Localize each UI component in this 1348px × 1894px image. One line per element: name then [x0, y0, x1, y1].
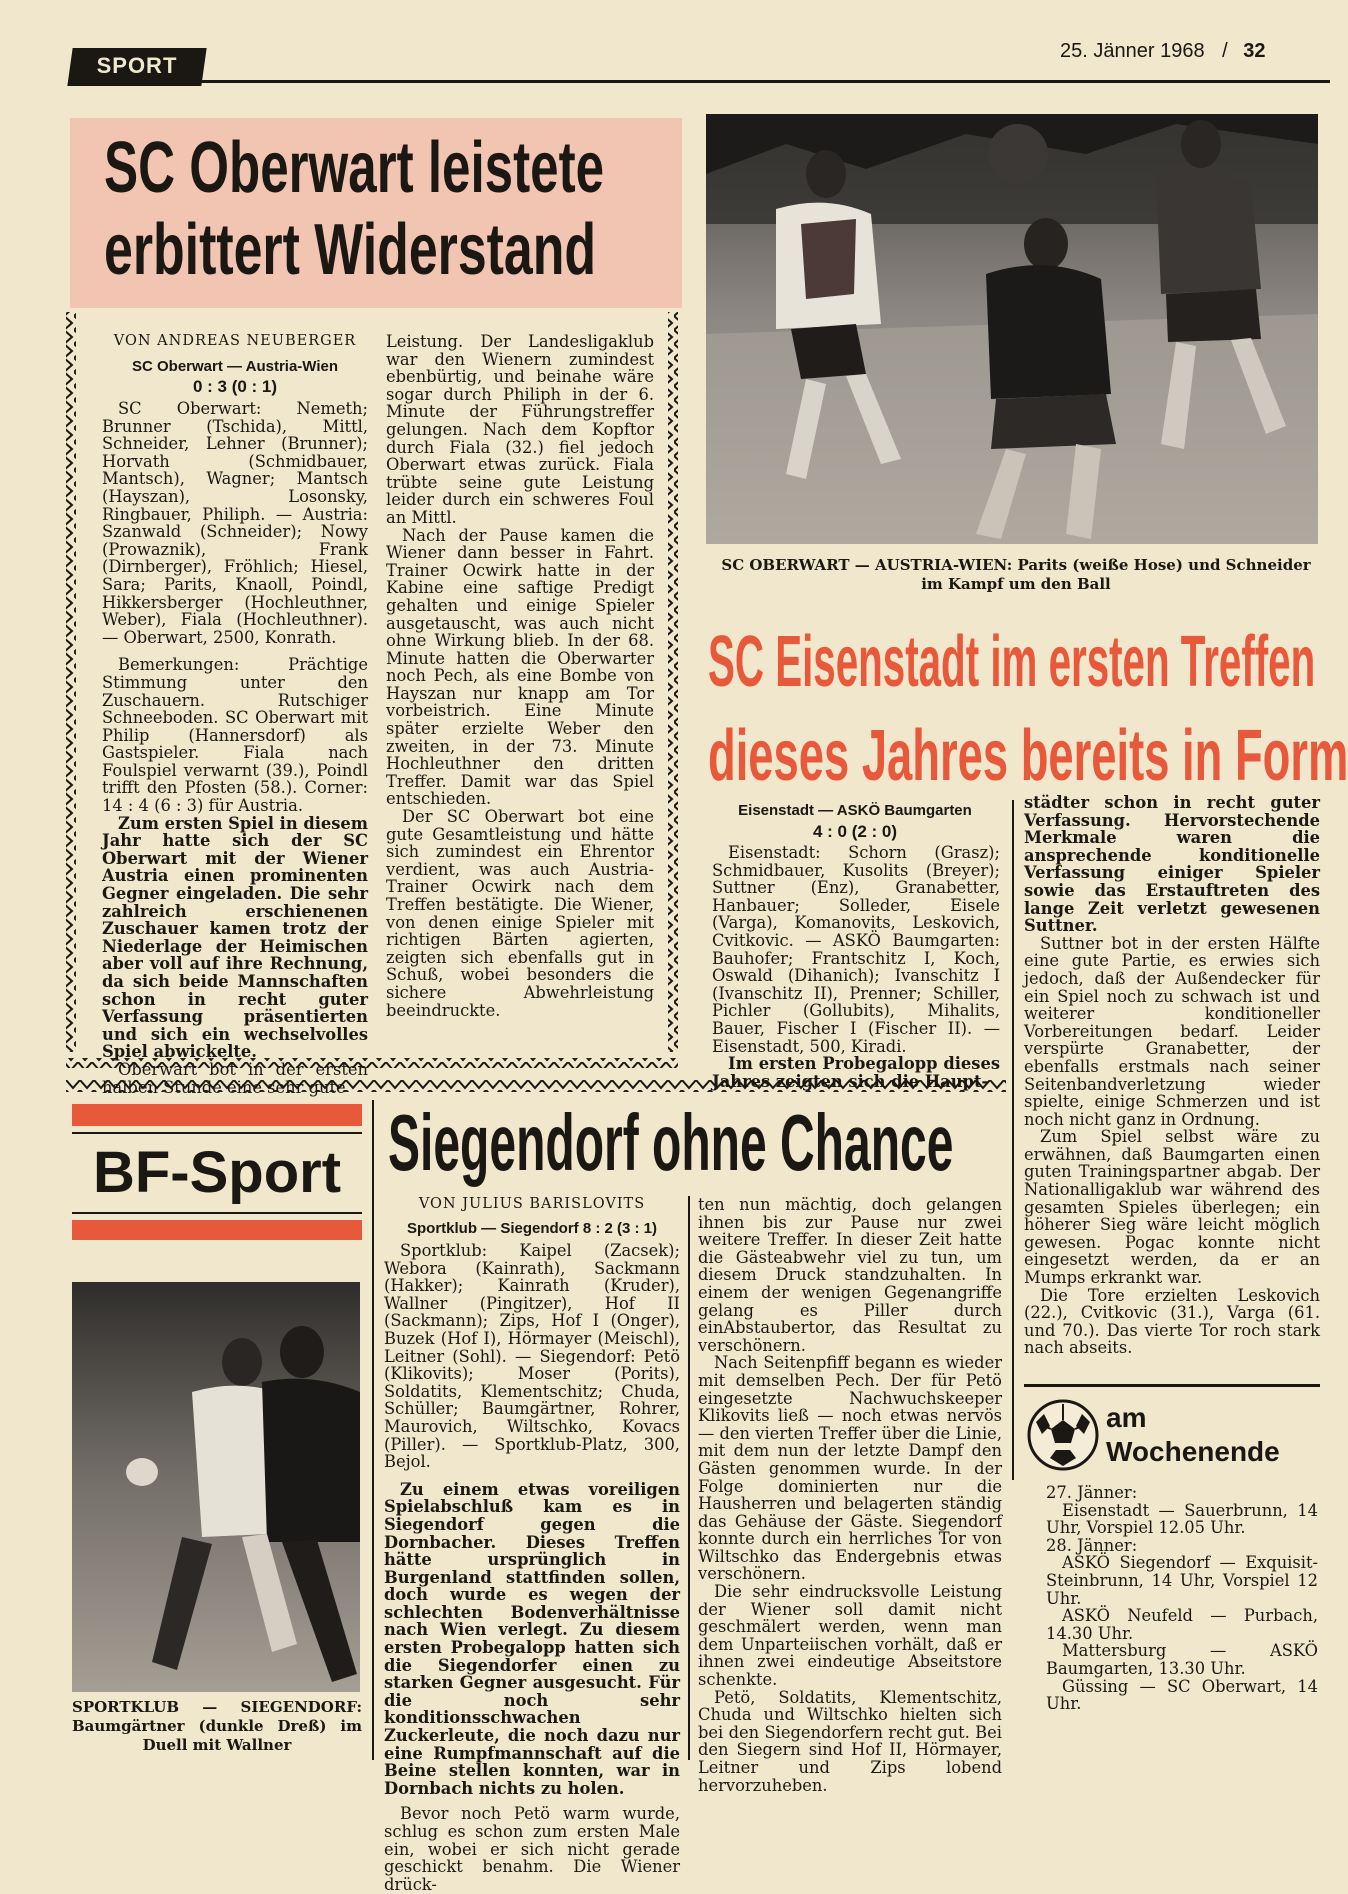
header-rule [70, 80, 1330, 83]
bf-sport-rule-bottom [72, 1212, 362, 1214]
article3-column1 [384, 1241, 680, 1894]
article1-photo-caption: SC OBERWART — AUSTRIA-WIEN: Parits (weiße Hose) und Schneider im Kampf um den Ball [721, 556, 1311, 593]
bf-sport-red-bar-top [72, 1104, 362, 1126]
article1-byline: VON ANDREAS NEUBERGER [113, 333, 357, 349]
page-number: 32 [1243, 40, 1266, 62]
article3-column2 [698, 1195, 1002, 1795]
article2-intro: Im ersten Probegalopp dieses [728, 1054, 1000, 1074]
football-icon [1026, 1398, 1100, 1472]
article1-col2-p3: Der SC Oberwart bot eine gute Gesamtleistung und hätte sich zumindest ein Ehrentor verdient, was auch Austria-Trainer Ocwirk nach dem Treffen bestätigte. Die Wiener, von denen einige Spieler mit richtigen Bärten agierten, zeigten sich ebenfalls gut in Schuß, wobei besonders die sichere Abwehrleistung beeindruckte. [386, 807, 654, 1020]
weekend-day2-match1: ASKÖ Siegendorf — Exquisit-Steinbrunn, 14 Uhr, Vorspiel 12 Uhr. [1046, 1553, 1318, 1608]
article3-col1-p3: Bevor noch Petö warm wurde, schlug es schon zum ersten Male ein, wobei er sich nicht gerade geschickt benahm. Die Wiener drück- [384, 1804, 680, 1894]
article2-headline-line2: dieses Jahres bereits in Form [708, 716, 1348, 796]
football-scene-illustration [706, 114, 1318, 544]
weekend-day1-match1: Eisenstadt — Sauerbrunn, 14 Uhr, Vorspiel 12.05 Uhr. [1046, 1500, 1318, 1538]
bf-sport-title: BF-Sport [92, 1140, 342, 1205]
bf-sport-red-bar-bottom [72, 1220, 362, 1240]
article2-lineup: Eisenstadt: Schorn (Grasz); Schmidbauer, Kusolits (Breyer); Suttner (Enz), Granabetter, Hanbauer; Solleder, Eisele (Varga), Komanovits, Leskovich, Cvitkovic. — ASKÖ Baumgarten: Bauhofer; Frantschitz I, Koch, Oswald (Dihanich); Ivanschitz I (Ivanschitz II), Prenner; Schiller, Pichler (Gollubits), Mihalits, Bauer, Fischer I (Fischer II). — Eisenstadt, 500, Kiradi. [712, 843, 1000, 1056]
article2-score: 4 : 0 (2 : 0) [812, 822, 898, 841]
issue-date: 25. Jänner 1968 [1060, 40, 1205, 62]
article3-byline: VON JULIUS BARISLOVITS [418, 1196, 646, 1212]
match-photo-oberwart-austria [706, 114, 1318, 544]
page-date [1060, 40, 1266, 63]
weekend-day2: 28. Jänner: [1046, 1535, 1138, 1555]
weekend-schedule [1046, 1484, 1318, 1764]
article3-column-rule [688, 1196, 690, 1760]
weekend-rule-top [1024, 1384, 1320, 1387]
article2-column-rule [1012, 800, 1014, 1480]
article3-col2-p1: ten nun mächtig, doch gelangen ihnen bis zur Pause nur zwei weitere Treffer. In dieser Zeit hatte die Gästeabwehr viel zu tun, um diesem Druck standzuhalten. In einem der wenigen Gegenangriffe gelang es Piller durch einAbstaubertor, das Resultat zu verschönern. [698, 1195, 1002, 1355]
section-divider-zigzag [66, 1080, 1006, 1092]
article1-col2-p1: Leistung. Der Landesligaklub war den Wienern zumindest ebenbürtig, und beinahe wäre sogar durch Philiph in der 6. Minute der Führungstreffer gelungen. Nach dem Kopftor durch Fiala (32.) fiel jedoch Oberwart etwas zurück. Fiala trübte seine gute Leistung leider durch ein schweres Foul an Mittl. [386, 332, 654, 527]
article3-lineup: Sportklub: Kaipel (Zacsek); Webora (Kainrath), Sackmann (Hakker); Kainrath (Kruder), Wallner (Pingitzer), Hof II (Sackmann); Zips, Hof I (Onger), Buzek (Hof I), Hörmayer (Meischl), Leitner (Sohl). — Siegendorf: Petö (Klikovits); Moser (Porits), Soldatits, Klementschitz; Chuda, Schüller; Baumgärtner, Rohrer, Maurovich, Wiltschko, Kovacs (Piller). — Sportklub-Platz, 300, Bejol. [384, 1241, 680, 1472]
weekend-title-line2: Wochenende [1106, 1436, 1280, 1467]
article2-headline-line1: SC Eisenstadt im ersten Treffen [708, 622, 1316, 702]
article2-column2 [1024, 794, 1320, 1374]
article2-match: Eisenstadt — ASKÖ Baumgarten [738, 802, 972, 819]
article2-col2-p1: städter schon in recht guter Verfassung. Hervorstechende Merkmale waren die ansprechende konditionelle Verfassung einiger Spieler sowie das Erstauftreten des lange Zeit verletzt gewesenen Suttner. [1024, 793, 1320, 936]
article1-intro: Zum ersten Spiel in diesem Jahr hatte sich der SC Oberwart mit der Wiener Austria einen prominenten Gegner eingeladen. Die sehr zahlreich erschienenen Zuschauer kamen trotz der Niederlage der Heimischen aber voll auf ihre Rechnung, da sich beide Mannschaften schon in recht guter Verfassung präsentierten und sich ein wechselvolles Spiel abwickelte. [102, 813, 369, 1062]
article2-col2-p4: Die Tore erzielten Leskovich (22.), Cvitkovic (31.), Varga (61. und 70.). Das vierte Tor roch stark nach abseits. [1024, 1285, 1320, 1358]
article3-intro: Zu einem etwas voreiligen Spielabschluß kam es in Siegendorf gegen die Dornbacher. Dieses Treffen hätte ursprünglich in Burgenland stattfinden sollen, doch wurde es wegen der schlechten Bodenverhältnisse nach Wien verlegt. Zu diesem ersten Probegalopp hatten sich die Siegendorfer einen zu starken Gegner ausgesucht. Für die noch sehr konditionsschwachen Zuckerleute, die noch dazu nur eine Rumpfmannschaft auf die Beine stellen konnten, war in Dornbach nichts zu holen. [384, 1479, 680, 1798]
article3-col2-p4: Petö, Soldatits, Klementschitz, Chuda und Wiltschko hielten sich bei den Siegendorfern recht gut. Bei den Siegern sind Hof II, Hörmayer, Leitner und Zips lobend hervorzuheben. [698, 1687, 1002, 1795]
weekend-title-line1: am [1106, 1402, 1147, 1433]
section-label: SPORT [96, 53, 178, 78]
weekend-day2-match3: Mattersburg — ASKÖ Baumgarten, 13.30 Uhr. [1046, 1641, 1318, 1678]
article1-col2-p2: Nach der Pause kamen die Wiener dann besser in Fahrt. Trainer Ocwirk hatte in der Kabine eine saftige Predigt gehalten und einige Spieler ausgetauscht, was auch nicht ohne Wirkung blieb. In der 68. Minute hatten die Oberwarter noch Pech, als eine Bombe von Hayszan nur knapp am Tor vorbeistrich. Eine Minute später erzielte Weber den zweiten, in der 73. Minute Hochleuthner den dritten Treffer. Damit war das Spiel entschieden. [386, 525, 654, 809]
article3-match: Sportklub — Siegendorf 8 : 2 (3 : 1) [406, 1220, 658, 1237]
article2-col2-p2: Suttner bot in der ersten Hälfte eine gute Partie, es erwies sich jedoch, daß der Außendecker für ein Spiel noch zu schwach ist und weiterer konditioneller Vorbereitungen bedarf. Leider verspürte Granabetter, der ebenfalls erstmals nach seiner Seitenbandverletzung wieder spielte, einige Schmerzen und ist noch nicht ganz in Ordnung. [1024, 933, 1320, 1129]
weekend-day1: 27. Jänner: [1046, 1483, 1138, 1502]
article3-col2-p3: Die sehr eindrucksvolle Leistung der Wiener soll damit nicht geschmälert werden, wenn man dem Unparteiischen vorhält, daß er ihnen zwei eindeutige Abseitstore schenkte. [698, 1582, 1002, 1690]
bf-sport-photo-caption: SPORTKLUB — SIEGENDORF: Baumgärtner (dunkle Dreß) im Duell mit Wallner [72, 1698, 362, 1754]
bf-sport-rule-top [72, 1132, 362, 1134]
article1-headline-line2: erbittert Widerstand [104, 210, 597, 290]
article3-col2-p2: Nach Seitenpfiff begann es wieder mit demselben Pech. Der für Petö eingesetzte Nachwuchskeeper Klikovits ließ — noch etwas nervös — den vierten Treffer über die Linie, mit dem nun der letzte Dampf den Gästen genommen wurde. In der Folge dominierten nur die Hausherren und belagerten ständig das Gehäuse der Gäste. Siegendorf konnte durch ein herrliches Tor von Wiltschko das Endergebnis etwas verschönern. [698, 1353, 1002, 1584]
weekend-day2-match4: Güssing — SC Oberwart, 14 Uhr. [1046, 1676, 1318, 1714]
article2-column1 [712, 844, 1000, 1074]
bf-sport-column-rule [372, 1100, 374, 1760]
article1-match: SC Oberwart — Austria-Wien [131, 358, 338, 375]
article1-remarks: Bemerkungen: Prächtige Stimmung unter den Zuschauern. Rutschiger Schneeboden. SC Oberwart mit Philip (Hannersdorf) als Gastspieler. Fiala nach Foulspiel verwarnt (39.), Poindl trifft den Pfosten (58.). Corner: 14 : 4 (6 : 3) für Austria. [102, 655, 368, 816]
match-photo-sportklub-siegendorf [72, 1282, 360, 1692]
weekend-day2-match2: ASKÖ Neufeld — Purbach, 14.30 Uhr. [1046, 1606, 1318, 1643]
article1-headline-line1: SC Oberwart leistete [104, 128, 605, 208]
date-separator: / [1222, 40, 1228, 62]
article1-column2 [386, 333, 654, 1053]
article2-col2-p3: Zum Spiel selbst wäre zu erwähnen, daß Baumgarten einen guten Trainingspartner abgab. Der Nationalligaklub war während des gesamten Spieles überlegen; ein höherer Sieg wäre leicht möglich gewesen. Pogac konnte nicht eingesetzt werden, da er an Mumps erkrankt war. [1024, 1127, 1320, 1288]
article1-col1-text: Oberwart bot in der ersten [118, 1059, 368, 1079]
article1-column1 [102, 399, 369, 1079]
article1-lineup: SC Oberwart: Nemeth; Brunner (Tschida), Mittl, Schneider, Lehner (Brunner); Horvath (Schmidbauer, Mantsch), Wagner; Mantsch (Hayszan), Losonsky, Ringbauer, Philiph. — Austria: Szanwald (Schneider); Nowy (Prowaznik), Frank (Dirnberger), Fröhlich; Hiesel, Sara; Parits, Knaoll, Poindl, Hikkersberger (Hochleuthner, Weber), Fiala (Hochleuthner). — Oberwart, 2500, Konrath. [102, 399, 368, 647]
article1-score: 0 : 3 (0 : 1) [192, 377, 278, 396]
duel-scene-illustration [72, 1282, 360, 1692]
article3-headline: Siegendorf ohne Chance [388, 1098, 954, 1187]
